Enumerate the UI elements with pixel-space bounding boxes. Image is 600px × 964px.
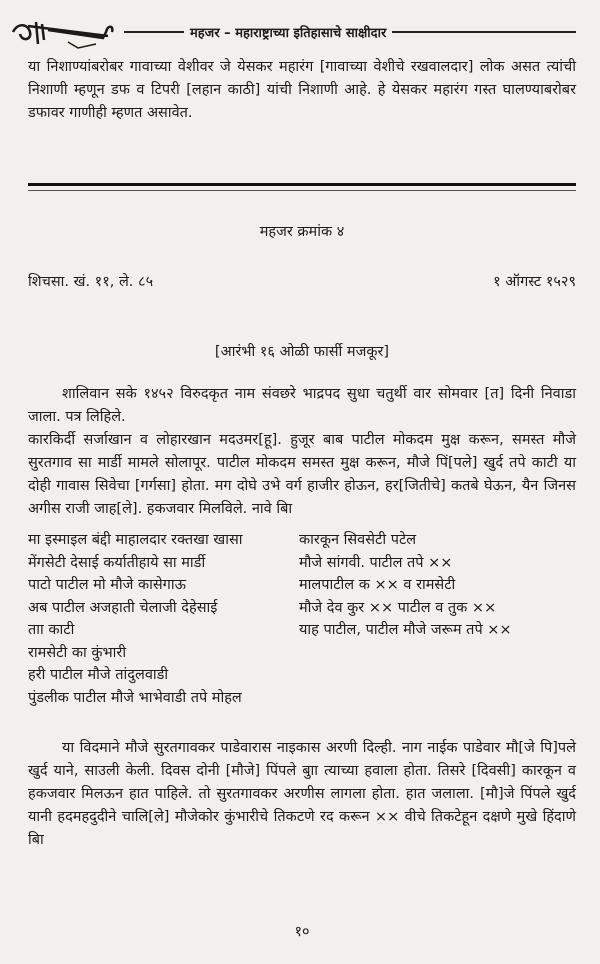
- intro-paragraph: या निशाण्यांबरोबर गावाच्या वेशीवर जे येसकर महारंग [गावाच्या वेशीचे रखवालदार] लोक असत त्यांची निशाणी म्हणून डफ व टिपरी [लहान काठी] यांची निशाणी आहे. हे येसकर महारंग गस्त घालण्याबरोबर डफावर गाणीही म्हणत असावेत.: [28, 59, 576, 121]
- editorial-note: [आरंभी १६ ओळी फार्सी मजकूर]: [214, 344, 390, 360]
- names-right-column: [299, 529, 576, 709]
- name-entry: मौजे देव कुर ×× पाटील व तुक ××: [299, 599, 497, 616]
- names-list: [28, 529, 576, 709]
- header-title: महजर – महाराष्ट्राच्या इतिहासाचे साक्षीदार: [190, 26, 387, 41]
- section-divider-thick: [28, 183, 576, 186]
- source-reference: शिचसा. खं. ११, ले. ८५: [28, 274, 154, 290]
- document-date: १ ऑगस्ट १५२९: [493, 274, 576, 290]
- paragraph-opening: शालिवान सके १४५२ विरुदकृत नाम संवछरे भाद्रपद सुधा चतुर्थी वार सोमवार [त] दिनी निवाडा जाला. पत्र लिहिले.: [28, 386, 576, 425]
- page-number: १०: [294, 924, 310, 940]
- names-left-column: [28, 529, 283, 709]
- name-entry: मा इस्माइल बंद्दी माहालदार रक्तखा खासा: [28, 532, 243, 548]
- name-entry: पुंडलीक पाटील मौजे भाभेवाडी तपे मोहल: [28, 689, 242, 706]
- paragraph-closing: या विदमाने मौजे सुरतगावकर पाडेवारास नाइकास अरणी दिल्ही. नाग नाईक पाडेवार मौ[जे पि]पले खुर्द याने, साउली केली. दिवस दोनी [मौजे] पिंपले बुाा त्याच्या हवाला होता. तिसरे [दिवसी] कारकून व हकजवार मिलऊन हात पाहिले. तो सुरतगावकर अरणीस लागला होता. हात जलाला. [मौ]जे पिंपले खुर्द यानी हदमहदुदीने चालि[ले] मौजेकोर कुंभारीचे तिकटणे रद करून ×× वीचे तिकटेहून दक्षणे मुखे हिंदाणे बिा: [28, 740, 576, 848]
- name-entry: मालपाटील क ×× व रामसेटी: [299, 577, 456, 593]
- name-entry: अब पाटील अजहाती चेलाजी देहेसाई: [28, 599, 218, 616]
- paragraph-body: कारकिर्दी सर्जाखान व लोहारखान मदउमर[हू]. हुजूर बाब पाटील मोकदम मुक्ष करून, समस्त मौजे सुरतगाव सा मार्डी मामले सोलापूर. पाटील मोकदम समस्त मुक्ष करून, मौजे पिं[पले] खुर्द तपे काटी या दोही गावास सिवेचा [गर्गसा] होता. मग दोघे उभे वर्ग हाजीर होऊन, हर[जितीचे] कतबे घेऊन, यैन जिनस अगीस राजी जाह[ले]. हकजवार मिलविले. नावे बिा: [28, 432, 576, 517]
- header-rule-left: [124, 31, 184, 33]
- name-entry: रामसेटी का कुंभारी: [28, 644, 127, 661]
- name-entry: याह पाटील, पाटील मौजे जरूम तपे ××: [299, 622, 512, 638]
- name-entry: कारकून सिवसेटी पटेल: [299, 532, 417, 548]
- name-entry: मेंगसेटी देसाई कर्यातीहाये सा मार्डी: [28, 554, 206, 571]
- name-entry: मौजे सांगवी. पाटील तपे ××: [299, 554, 453, 571]
- section-divider-thin: [28, 190, 576, 191]
- name-entry: ताा काटी: [28, 622, 75, 638]
- pen-ornament-icon: [8, 14, 118, 50]
- header-rule-right: [392, 31, 576, 33]
- name-entry: पाटो पाटील मो मौजे कासेगाऊ: [28, 577, 186, 593]
- name-entry: हरी पाटील मौजे तांदुलवाडी: [28, 667, 169, 683]
- running-header: [8, 12, 576, 52]
- reference-line: [28, 271, 576, 294]
- section-heading: महजर क्रमांक ४: [259, 224, 345, 240]
